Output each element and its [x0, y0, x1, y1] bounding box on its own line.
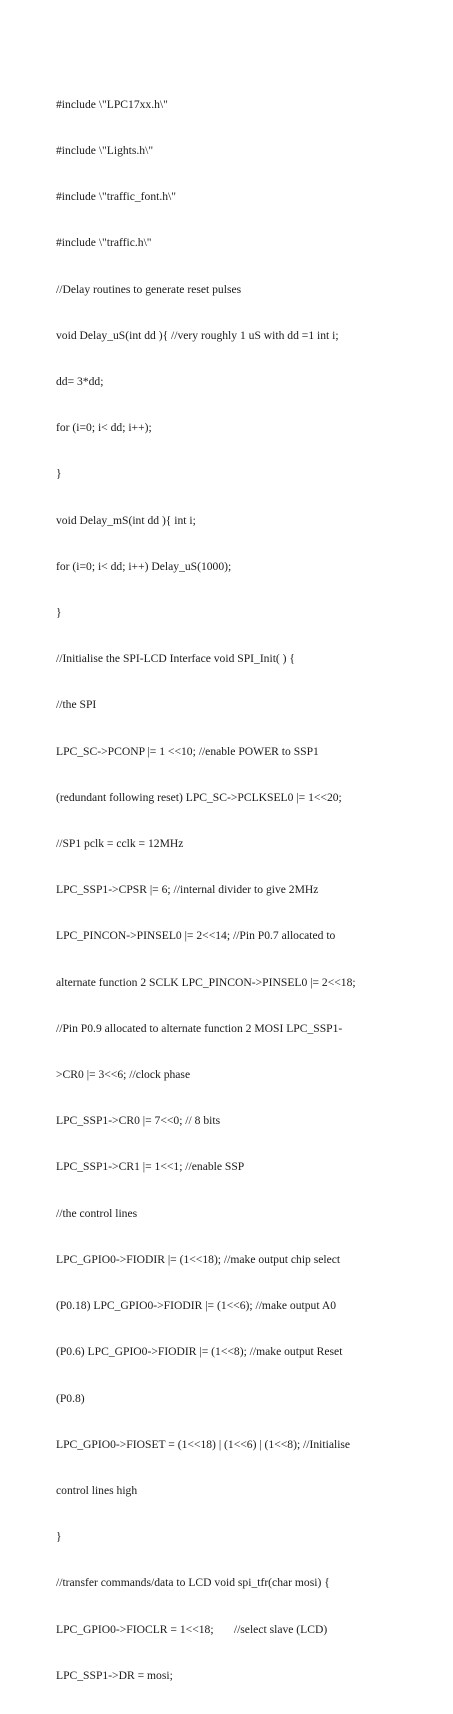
code-line: (P0.6) LPC_GPIO0->FIODIR |= (1<<8); //make output Reset [56, 1345, 343, 1359]
code-line: (P0.18) LPC_GPIO0->FIODIR |= (1<<6); //make output A0 [56, 1299, 336, 1313]
code-line: LPC_SSP1->DR = mosi; [56, 1668, 173, 1682]
code-line: for (i=0; i< dd; i++) Delay_uS(1000); [56, 559, 232, 573]
code-line: LPC_GPIO0->FIOCLR = 1<<18; //select slave (LCD) [56, 1622, 328, 1636]
code-line: LPC_GPIO0->FIOSET = (1<<18) | (1<<6) | (1<<8); //Initialise [56, 1437, 351, 1451]
code-line: dd= 3*dd; [56, 375, 104, 389]
code-line: LPC_SC->PCONP |= 1 <<10; //enable POWER to SSP1 [56, 744, 319, 758]
code-line: (P0.8) [56, 1391, 85, 1405]
code-line: } [56, 606, 62, 620]
code-line: void Delay_uS(int dd ){ //very roughly 1 uS with dd =1 int i; [56, 328, 339, 342]
code-line: LPC_SSP1->CR1 |= 1<<1; //enable SSP [56, 1160, 245, 1174]
code-line: >CR0 |= 3<<6; //clock phase [56, 1068, 191, 1082]
code-line: } [56, 1530, 62, 1544]
code-line: LPC_SSP1->CR0 |= 7<<0; // 8 bits [56, 1114, 221, 1128]
code-line: LPC_PINCON->PINSEL0 |= 2<<14; //Pin P0.7 allocated to [56, 929, 336, 943]
code-line: LPC_SSP1->CPSR |= 6; //internal divider to give 2MHz [56, 883, 319, 897]
code-line: #include \"LPC17xx.h\" [56, 97, 168, 111]
code-line: for (i=0; i< dd; i++); [56, 421, 152, 435]
code-line: alternate function 2 SCLK LPC_PINCON->PINSEL0 |= 2<<18; [56, 975, 356, 989]
code-text [56, 66, 406, 1714]
code-line: control lines high [56, 1483, 138, 1497]
code-line: //Initialise the SPI-LCD Interface void SPI_Init( ) { [56, 652, 296, 666]
code-line: #include \"traffic.h\" [56, 236, 152, 250]
code-line: //the control lines [56, 1206, 138, 1220]
code-line: } [56, 467, 62, 481]
code-line: //Delay routines to generate reset pulses [56, 282, 242, 296]
code-line: //the SPI [56, 698, 97, 712]
code-line: (redundant following reset) LPC_SC->PCLKSEL0 |= 1<<20; [56, 790, 342, 804]
code-line: #include \"traffic_font.h\" [56, 190, 177, 204]
code-line: //Pin P0.9 allocated to alternate function 2 MOSI LPC_SSP1- [56, 1021, 343, 1035]
code-line: void Delay_mS(int dd ){ int i; [56, 513, 196, 527]
code-line: #include \"Lights.h\" [56, 144, 154, 158]
code-line: //SP1 pclk = cclk = 12MHz [56, 837, 184, 851]
code-line: LPC_GPIO0->FIODIR |= (1<<18); //make output chip select [56, 1252, 341, 1266]
code-line: //transfer commands/data to LCD void spi_tfr(char mosi) { [56, 1576, 330, 1590]
